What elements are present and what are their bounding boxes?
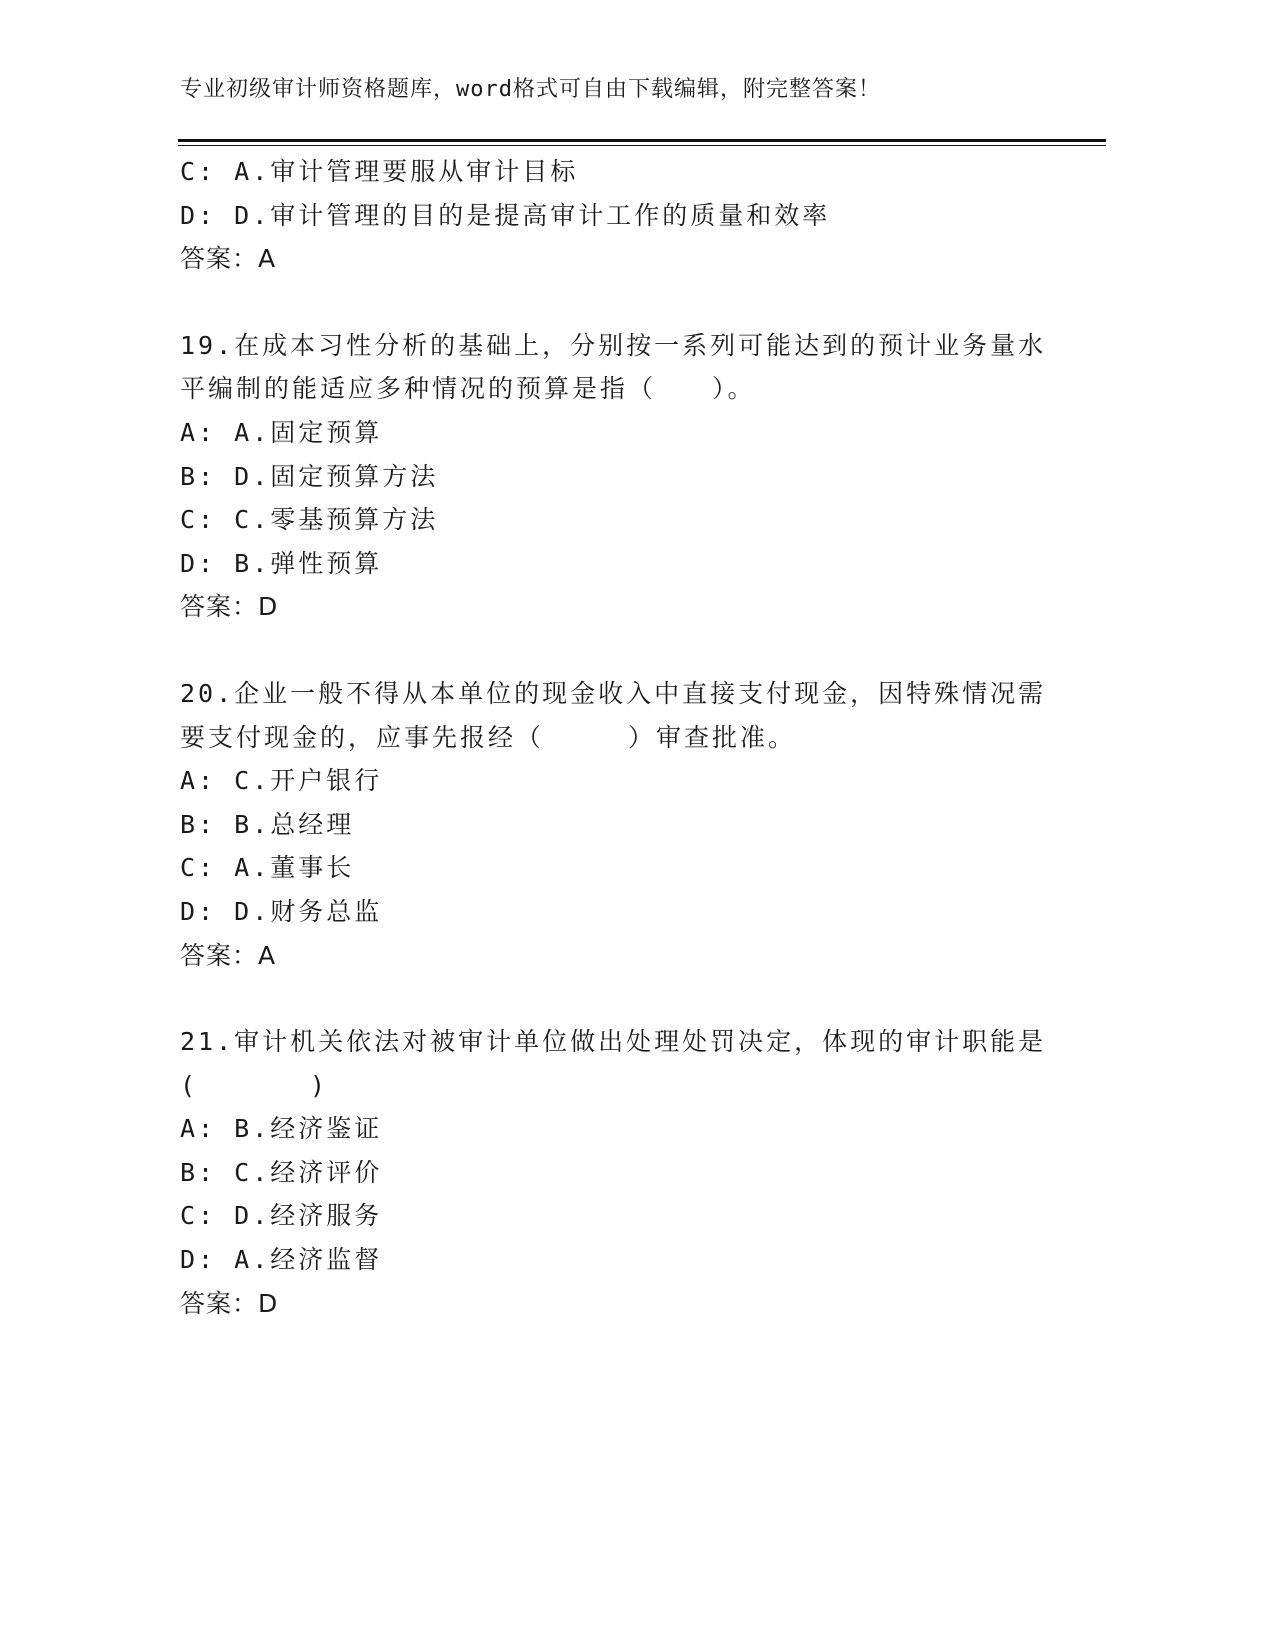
option-c: C: D.经济服务 [180, 1201, 383, 1231]
question-list [180, 150, 1080, 1325]
option-d: D: D.财务总监 [180, 896, 383, 926]
option-b: B: B.总经理 [180, 809, 355, 839]
option-c: C: A.审计管理要服从审计目标 [180, 157, 579, 186]
header-divider-thin [178, 145, 1106, 146]
answer-line: 答案：D [180, 592, 279, 622]
question-block-19 [180, 324, 1080, 629]
option-d: D: B.弹性预算 [180, 548, 383, 578]
option-c: C: A.董事长 [180, 853, 355, 883]
question-block-21 [180, 1020, 1080, 1325]
option-a: A: C.开户银行 [180, 766, 383, 796]
question-block-20 [180, 672, 1080, 977]
option-b: B: C.经济评价 [180, 1157, 383, 1187]
option-d: D: A.经济监督 [180, 1245, 383, 1275]
answer-line: 答案：A [180, 244, 277, 274]
option-b: B: D.固定预算方法 [180, 461, 439, 491]
header-divider-thick [178, 139, 1106, 142]
question-stem-line: 要支付现金的，应事先报经（ ）审查批准。 [180, 722, 797, 752]
question-stem-line: 19.在成本习性分析的基础上，分别按一系列可能达到的预计业务量水 [180, 330, 1047, 360]
page-header: 专业初级审计师资格题库，word格式可自由下载编辑，附完整答案！ [180, 77, 881, 102]
answer-line: 答案：A [180, 940, 277, 970]
question-stem-line: 21.审计机关依法对被审计单位做出处理处罚决定，体现的审计职能是 [180, 1027, 1047, 1057]
option-d: D: D.审计管理的目的是提高审计工作的质量和效率 [180, 200, 831, 230]
option-a: A: A.固定预算 [180, 417, 383, 447]
answer-line: 答案：D [180, 1288, 279, 1318]
question-stem-line: ( ) [180, 1070, 329, 1100]
question-block-18-tail [180, 150, 1080, 281]
question-stem-line: 平编制的能适应多种情况的预算是指（ ）。 [180, 374, 756, 404]
question-stem-line: 20.企业一般不得从本单位的现金收入中直接支付现金，因特殊情况需 [180, 678, 1047, 708]
option-c: C: C.零基预算方法 [180, 505, 439, 535]
option-a: A: B.经济鉴证 [180, 1114, 383, 1144]
